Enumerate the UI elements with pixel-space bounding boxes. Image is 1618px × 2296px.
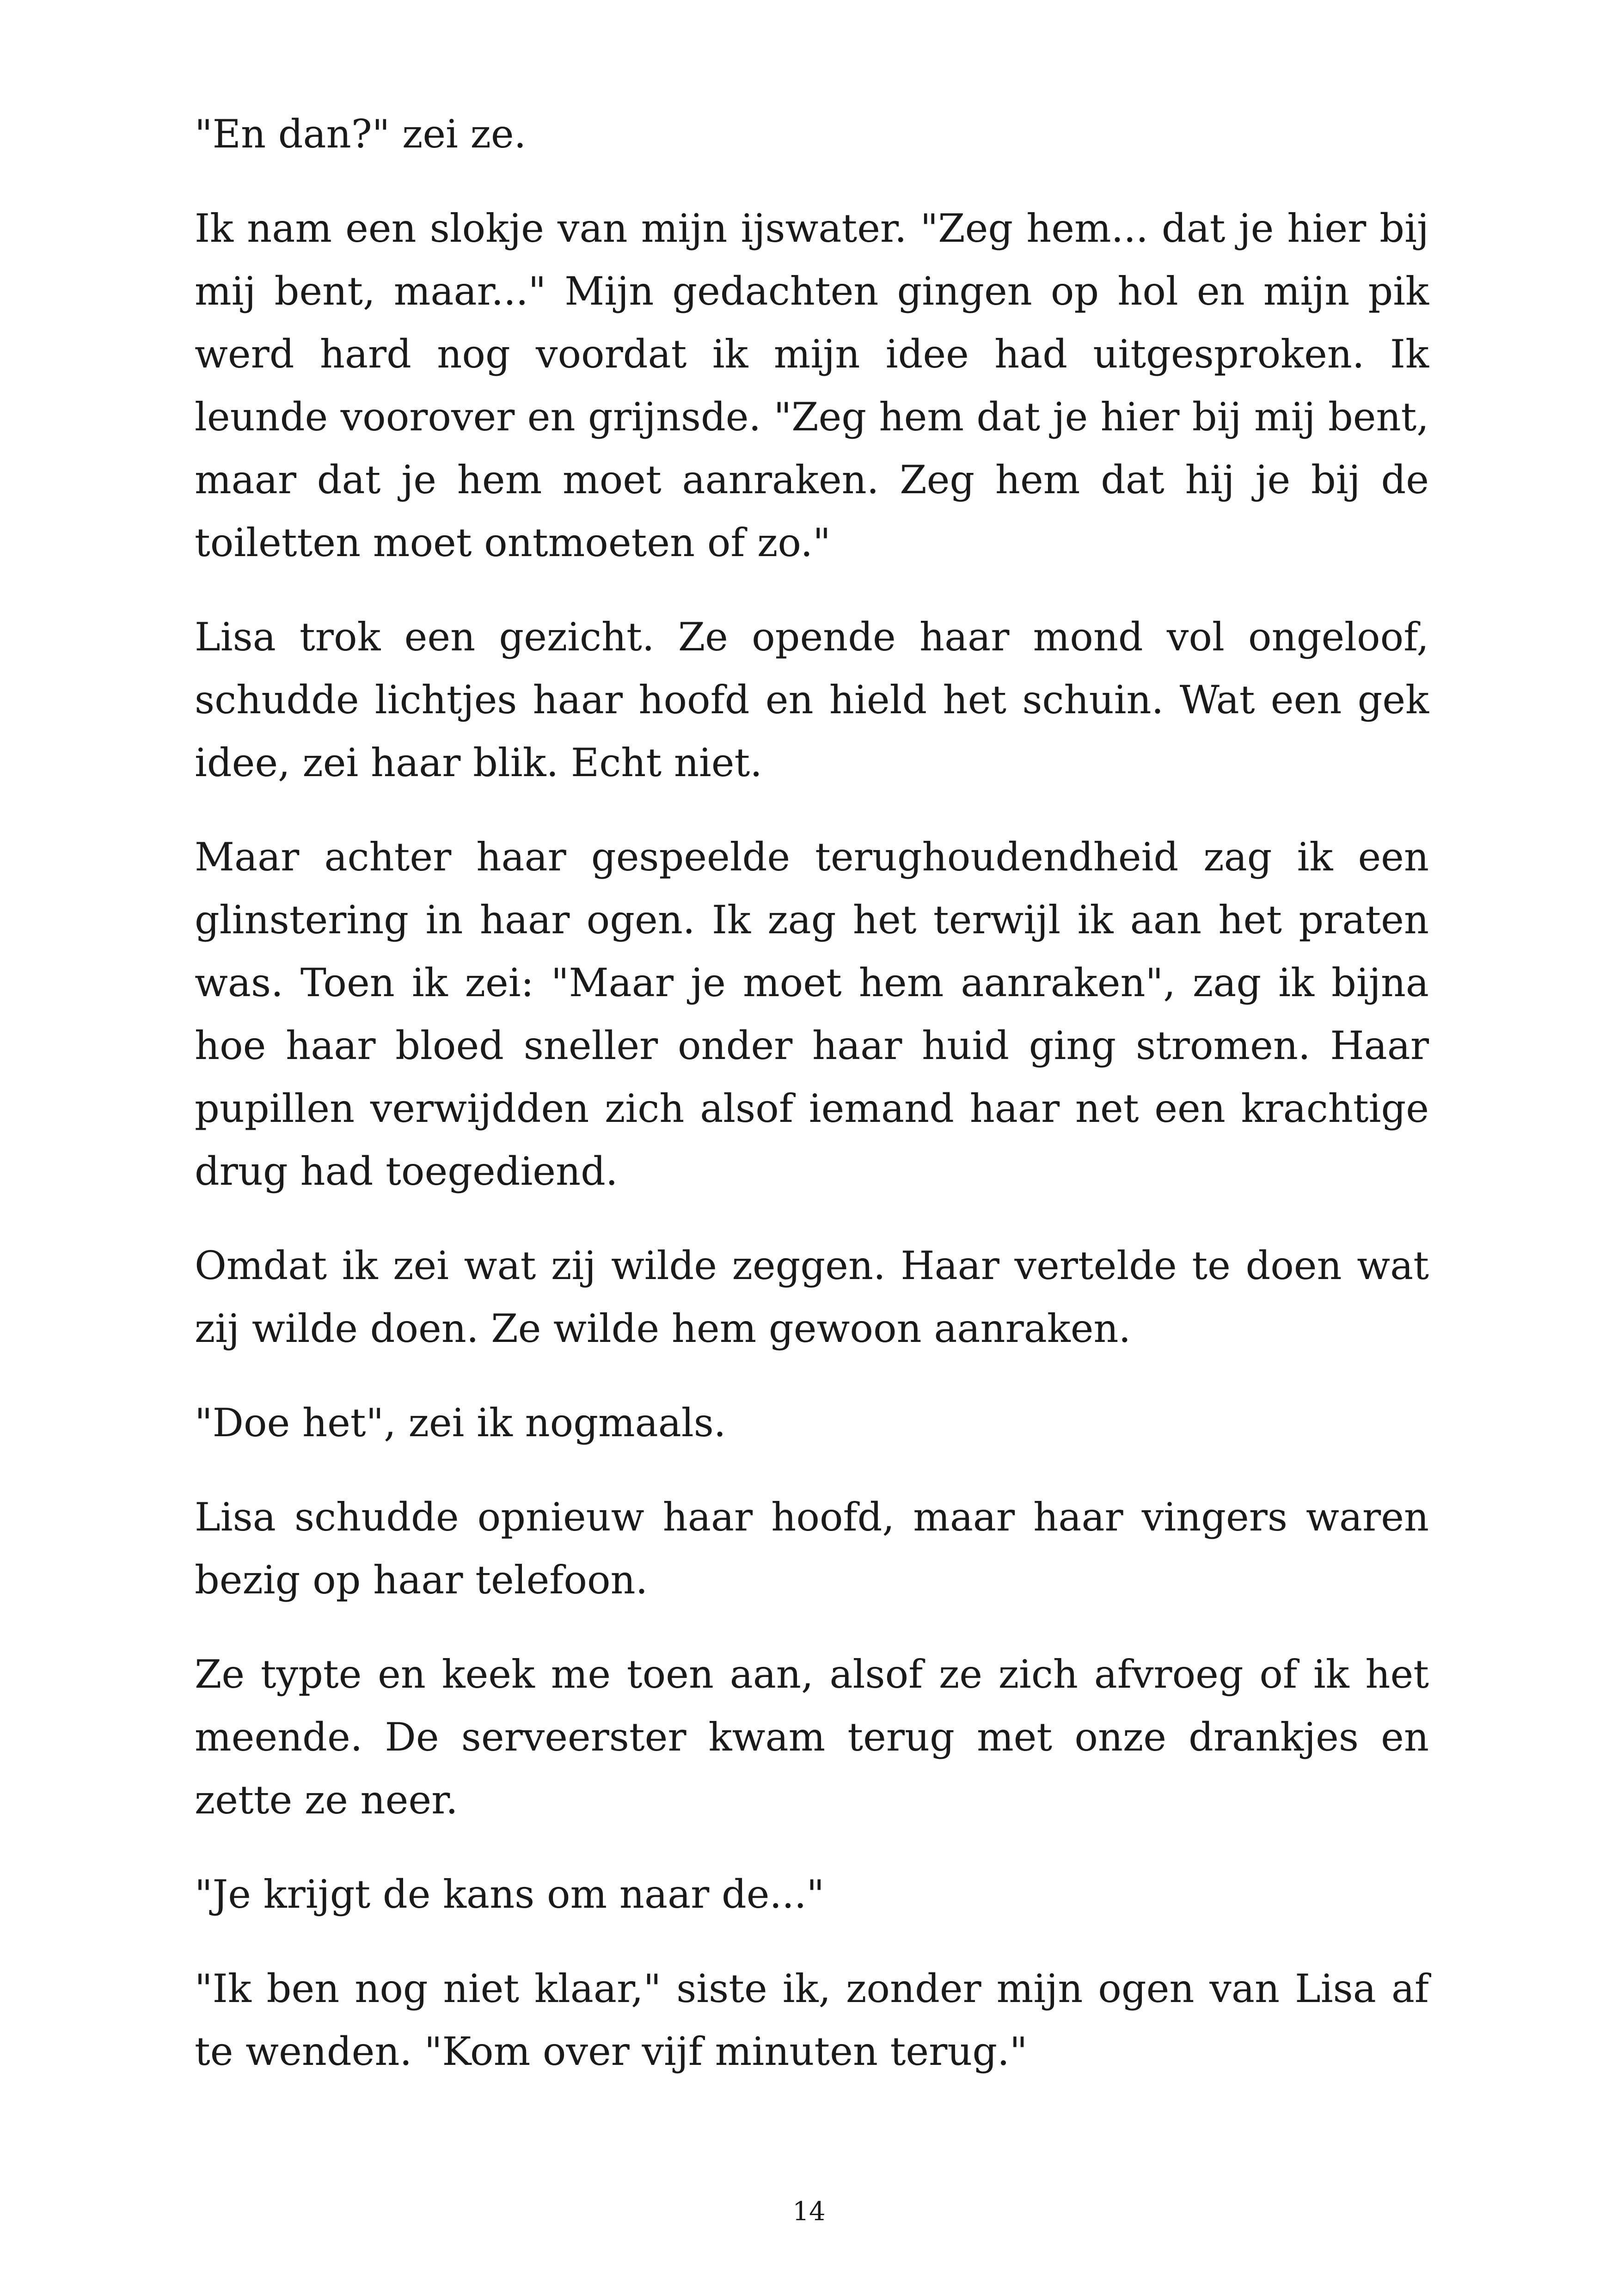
- paragraph-6: "Doe het", zei ik nogmaals.: [195, 1400, 726, 1445]
- body-text: [195, 103, 1429, 2114]
- paragraph-7: Lisa schudde opnieuw haar hoofd, maar haar vingers waren bezig op haar telefoon.: [195, 1494, 1429, 1603]
- paragraph-10: "Ik ben nog niet klaar," siste ik, zonder mijn ogen van Lisa af te wenden. "Kom over vijf minuten terug.": [195, 1966, 1429, 2074]
- paragraph-8: Ze typte en keek me toen aan, alsof ze zich afvroeg of ik het meende. De serveerster kwam terug met onze drankjes en zette ze neer.: [195, 1652, 1429, 1823]
- paragraph-3: Lisa trok een gezicht. Ze opende haar mond vol ongeloof, schudde lichtjes haar hoofd en hield het schuin. Wat een gek idee, zei haar blik. Echt niet.: [195, 614, 1429, 785]
- paragraph-9: "Je krijgt de kans om naar de...": [195, 1872, 825, 1917]
- paragraph-2: Ik nam een slokje van mijn ijswater. "Zeg hem... dat je hier bij mij bent, maar..." Mijn gedachten gingen op hol en mijn pik werd hard nog voordat ik mijn idee had uitgesproken. Ik leunde voorover en grijnsde. "Zeg hem dat je hier bij mij bent, maar dat je hem moet aanraken. Zeg hem dat hij je bij de toiletten moet ontmoeten of zo.": [195, 206, 1429, 565]
- paragraph-1: "En dan?" zei ze.: [195, 111, 527, 157]
- paragraph-5: Omdat ik zei wat zij wilde zeggen. Haar vertelde te doen wat zij wilde doen. Ze wilde hem gewoon aanraken.: [195, 1243, 1429, 1351]
- page-number: 14: [792, 2197, 826, 2227]
- paragraph-4: Maar achter haar gespeelde terughoudendheid zag ik een glinstering in haar ogen. Ik zag het terwijl ik aan het praten was. Toen ik zei: "Maar je moet hem aanraken", zag ik bijna hoe haar bloed sneller onder haar huid ging stromen. Haar pupillen verwijdden zich alsof iemand haar net een krachtige drug had toegediend.: [195, 834, 1429, 1194]
